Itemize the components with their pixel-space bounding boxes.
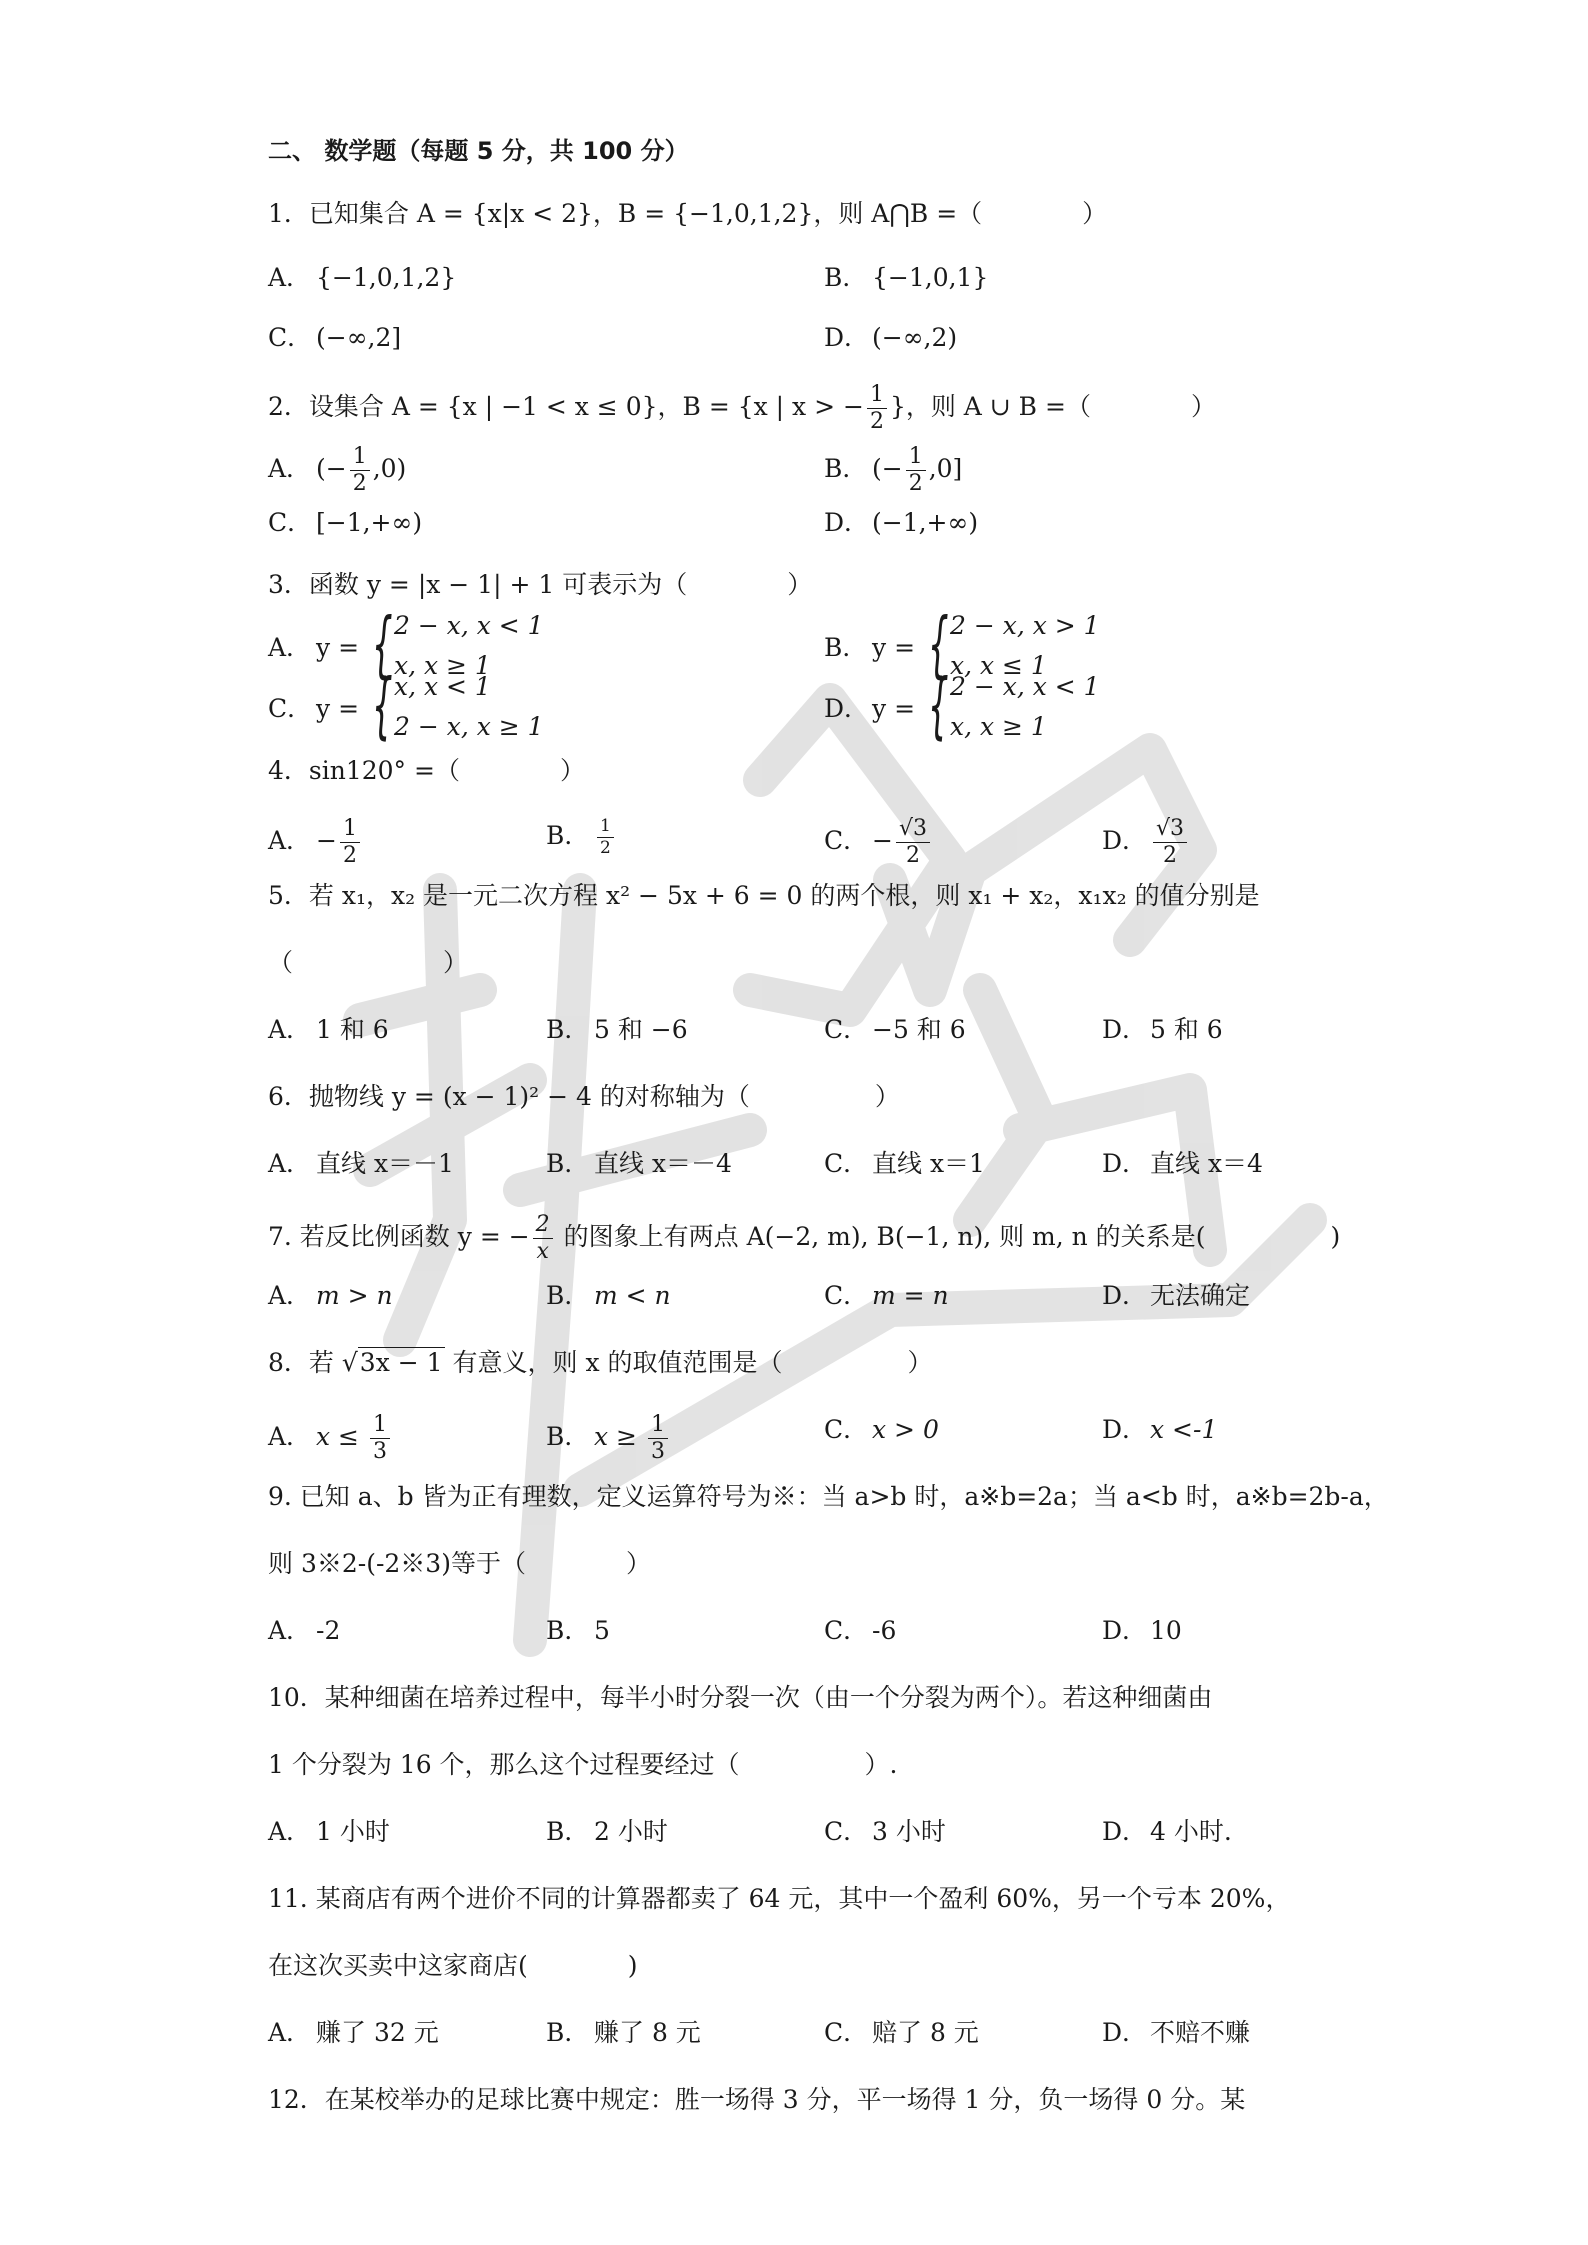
- question-10-option-c: [824, 1816, 946, 1848]
- option-label: B．: [546, 821, 590, 850]
- question-2-stem: [268, 384, 1216, 433]
- option-label: C．: [268, 694, 313, 723]
- option-text: 直线 x＝－4: [594, 1149, 732, 1178]
- option-text: 1 和 6: [316, 1015, 389, 1044]
- denominator: x: [536, 1239, 549, 1264]
- piecewise-row: 2 − x, x < 1: [950, 672, 1100, 701]
- question-3-option-a: [268, 632, 359, 664]
- question-7-option-b: [546, 1280, 671, 1312]
- denominator: 2: [600, 838, 611, 858]
- piecewise-c: [372, 663, 544, 747]
- option-pre: (−: [872, 454, 903, 483]
- option-text: −5 和 6: [872, 1015, 966, 1044]
- numerator: 1: [648, 1414, 668, 1439]
- question-11-option-d: [1102, 2017, 1250, 2049]
- numerator: 1: [340, 818, 360, 843]
- option-text: 赚了 32 元: [316, 2018, 439, 2047]
- question-8-stem: [268, 1347, 933, 1379]
- option-label: B．: [546, 1422, 590, 1451]
- fraction: [896, 818, 930, 867]
- fraction: [370, 1414, 390, 1463]
- question-2-option-b: [824, 446, 962, 495]
- option-label: B．: [824, 454, 868, 483]
- question-9-option-a: [268, 1615, 340, 1647]
- question-6-stem: 6．抛物线 y = (x − 1)² − 4 的对称轴为（ ）: [268, 1082, 900, 1111]
- option-text: 5: [594, 1616, 610, 1645]
- option-text: 赔了 8 元: [872, 2018, 979, 2047]
- option-pre: −: [316, 826, 337, 855]
- option-text: 4 小时.: [1150, 1817, 1232, 1846]
- denominator: 2: [352, 471, 367, 496]
- question-4-option-b: [546, 818, 617, 857]
- option-label: C．: [268, 508, 313, 537]
- option-label: C．: [824, 1281, 869, 1310]
- question-5-option-c: [824, 1014, 966, 1046]
- numerator: 2: [533, 1214, 553, 1239]
- option-label: D．: [1102, 2018, 1148, 2047]
- question-10-option-d: [1102, 1816, 1232, 1848]
- question-7-option-a: [268, 1280, 393, 1312]
- option-label: A．: [268, 826, 312, 855]
- option-label: D．: [1102, 1817, 1148, 1846]
- option-label: C．: [824, 1415, 869, 1444]
- denominator: 2: [342, 843, 357, 868]
- option-text: (−1,+∞): [872, 508, 979, 537]
- option-text: 直线 x＝4: [1150, 1149, 1263, 1178]
- question-4-option-c: [824, 818, 933, 867]
- piecewise-row: x, x ≤ 1: [950, 651, 1047, 680]
- fraction: [1153, 818, 1187, 867]
- question-10-stem: 10．某种细菌在培养过程中，每半小时分裂一次（由一个分裂为两个）。若这种细菌由: [268, 1683, 1213, 1712]
- option-label: A．: [268, 1616, 312, 1645]
- question-4-option-a: [268, 818, 363, 867]
- option-label: B．: [546, 1817, 590, 1846]
- fraction: [533, 1214, 553, 1263]
- question-9-stem: 9. 已知 a、b 皆为正有理数，定义运算符号为※：当 a>b 时，a※b=2a；当 a<b 时，a※b=2b-a，: [268, 1482, 1389, 1511]
- question-3-option-c: [268, 693, 359, 725]
- option-label: B．: [546, 1149, 590, 1178]
- numerator: 1: [370, 1414, 390, 1439]
- option-pre: x ≤: [316, 1422, 367, 1451]
- option-label: C．: [824, 1616, 869, 1645]
- question-6-option-b: [546, 1148, 732, 1180]
- question-7-stem: [268, 1214, 1340, 1263]
- question-7-option-c: [824, 1280, 949, 1312]
- question-10-option-a: [268, 1816, 390, 1848]
- fraction: [597, 818, 614, 857]
- option-text: x > 0: [872, 1415, 939, 1444]
- option-label: A．: [268, 633, 312, 662]
- piecewise-row: x, x ≥ 1: [950, 712, 1047, 741]
- piecewise-row: 2 − x, x < 1: [394, 611, 544, 640]
- piecewise-lhs: y =: [316, 633, 360, 662]
- question-12-stem: 12．在某校举办的足球比赛中规定：胜一场得 3 分，平一场得 1 分，负一场得 0 分。某: [268, 2085, 1246, 2114]
- option-post: ,0]: [928, 454, 963, 483]
- option-label: C．: [268, 323, 313, 352]
- fraction: [867, 384, 887, 433]
- question-9-option-b: [546, 1615, 610, 1647]
- option-label: A．: [268, 1015, 312, 1044]
- fraction: [350, 446, 370, 495]
- option-label: D．: [1102, 1415, 1148, 1444]
- question-5-option-d: [1102, 1014, 1223, 1046]
- option-label: B．: [824, 633, 868, 662]
- option-text: [−1,+∞): [316, 508, 423, 537]
- option-text: -2: [316, 1616, 341, 1645]
- option-label: C．: [824, 826, 869, 855]
- numerator: √3: [1153, 818, 1187, 843]
- piecewise-row: x, x < 1: [394, 672, 491, 701]
- option-label: C．: [824, 2018, 869, 2047]
- option-text: (−∞,2]: [316, 323, 402, 352]
- option-text: 5 和 −6: [594, 1015, 688, 1044]
- question-6-option-d: [1102, 1148, 1263, 1180]
- question-8-option-c: [824, 1414, 939, 1446]
- brace: {: [372, 663, 393, 747]
- option-text: 不赔不赚: [1150, 2018, 1251, 2047]
- option-label: D．: [824, 323, 870, 352]
- question-2-option-a: [268, 446, 406, 495]
- option-label: A．: [268, 1422, 312, 1451]
- numerator: 1: [867, 384, 887, 409]
- question-6-option-c: [824, 1148, 985, 1180]
- numerator: 1: [906, 446, 926, 471]
- option-label: D．: [1102, 1015, 1148, 1044]
- option-text: 直线 x＝－1: [316, 1149, 454, 1178]
- question-2-option-d: [824, 507, 978, 539]
- question-10-option-b: [546, 1816, 668, 1848]
- brace: {: [928, 663, 949, 747]
- option-label: D．: [824, 508, 870, 537]
- question-5-option-b: [546, 1014, 688, 1046]
- option-label: A．: [268, 1149, 312, 1178]
- option-text: 赚了 8 元: [594, 2018, 701, 2047]
- fraction: [906, 446, 926, 495]
- option-text: 3 小时: [872, 1817, 946, 1846]
- option-label: B．: [546, 2018, 590, 2047]
- option-text: 1 小时: [316, 1817, 390, 1846]
- option-label: C．: [824, 1817, 869, 1846]
- piecewise-row: 2 − x, x > 1: [950, 611, 1100, 640]
- denominator: 3: [372, 1439, 387, 1464]
- piecewise-d: [928, 663, 1100, 747]
- denominator: 2: [908, 471, 923, 496]
- option-text: 无法确定: [1150, 1281, 1251, 1310]
- option-label: C．: [824, 1149, 869, 1178]
- option-text: m > n: [316, 1281, 393, 1310]
- question-9-stem-line2: 则 3※2-(-2※3)等于（ ）: [268, 1549, 651, 1578]
- option-text: -6: [872, 1616, 897, 1645]
- option-label: D．: [1102, 826, 1148, 855]
- question-9-option-d: [1102, 1615, 1182, 1647]
- question-1-option-a: [268, 262, 456, 294]
- question-8-option-a: [268, 1414, 393, 1463]
- question-6-option-a: [268, 1148, 454, 1180]
- option-label: A．: [268, 263, 312, 292]
- question-5-stem-line2: （ ）: [268, 948, 469, 977]
- option-label: D．: [1102, 1616, 1148, 1645]
- question-1-option-b: [824, 262, 988, 294]
- option-text: 2 小时: [594, 1817, 668, 1846]
- question-7-option-d: [1102, 1280, 1250, 1312]
- option-text: {−1,0,1,2}: [316, 263, 457, 292]
- question-1-option-c: [268, 322, 401, 354]
- piecewise-lhs: y =: [316, 694, 360, 723]
- stem-text: 7. 若反比例函数 y = −: [268, 1222, 530, 1251]
- question-11-stem: 11. 某商店有两个进价不同的计算器都卖了 64 元，其中一个盈利 60%，另一个亏本 20%，: [268, 1884, 1291, 1913]
- option-label: D．: [1102, 1281, 1148, 1310]
- option-text: 5 和 6: [1150, 1015, 1223, 1044]
- option-label: D．: [1102, 1149, 1148, 1178]
- option-pre: x ≥: [594, 1422, 645, 1451]
- option-label: B．: [546, 1616, 590, 1645]
- brace: {: [372, 602, 393, 686]
- option-text: x <-1: [1150, 1415, 1218, 1444]
- brace: {: [928, 602, 949, 686]
- stem-text: 8．若 √: [268, 1348, 358, 1377]
- fraction: [648, 1414, 668, 1463]
- question-11-option-a: [268, 2017, 439, 2049]
- question-3-stem: 3．函数 y = |x − 1| + 1 可表示为（ ）: [268, 570, 813, 599]
- piecewise-lhs: y =: [872, 633, 916, 662]
- question-2-option-c: [268, 507, 422, 539]
- option-text: {−1,0,1}: [872, 263, 989, 292]
- question-10-stem-line2: 1 个分裂为 16 个，那么这个过程要经过（ ）.: [268, 1750, 898, 1779]
- option-text: m = n: [872, 1281, 949, 1310]
- denominator: 3: [650, 1439, 665, 1464]
- section-heading: 二、 数学题（每题 5 分，共 100 分）: [268, 137, 689, 165]
- option-text: m < n: [594, 1281, 671, 1310]
- question-9-option-c: [824, 1615, 896, 1647]
- question-8-option-b: [546, 1414, 671, 1463]
- option-text: 直线 x＝1: [872, 1149, 985, 1178]
- stem-text: 2．设集合 A = {x | −1 < x ≤ 0}，B = {x | x > −: [268, 392, 864, 421]
- option-label: A．: [268, 454, 312, 483]
- option-label: A．: [268, 1817, 312, 1846]
- question-3-option-d: [824, 693, 915, 725]
- option-label: C．: [824, 1015, 869, 1044]
- option-text: 10: [1150, 1616, 1182, 1645]
- stem-text: 的图象上有两点 A(−2, m), B(−1, n), 则 m, n 的关系是( ): [555, 1222, 1341, 1251]
- option-pre: (−: [316, 454, 347, 483]
- denominator: 2: [869, 409, 884, 434]
- option-post: ,0): [372, 454, 407, 483]
- option-label: B．: [546, 1281, 590, 1310]
- stem-text: 有意义，则 x 的取值范围是（ ）: [444, 1348, 933, 1377]
- question-11-stem-line2: 在这次买卖中这家商店( ): [268, 1951, 638, 1980]
- question-5-option-a: [268, 1014, 389, 1046]
- question-4-option-d: [1102, 818, 1190, 867]
- question-11-option-c: [824, 2017, 979, 2049]
- option-label: A．: [268, 1281, 312, 1310]
- piecewise-row: x, x ≥ 1: [394, 651, 491, 680]
- option-text: (−∞,2): [872, 323, 958, 352]
- question-8-option-d: [1102, 1414, 1217, 1446]
- option-label: B．: [824, 263, 868, 292]
- numerator: 1: [597, 818, 614, 838]
- question-4-stem: 4．sin120° =（ ）: [268, 756, 585, 785]
- numerator: √3: [896, 818, 930, 843]
- option-label: D．: [824, 694, 870, 723]
- piecewise-lhs: y =: [872, 694, 916, 723]
- fraction: [340, 818, 360, 867]
- question-11-option-b: [546, 2017, 701, 2049]
- question-1-stem: 1．已知集合 A = {x|x < 2}，B = {−1,0,1,2}，则 A⋂B =（ ）: [268, 199, 1108, 228]
- denominator: 2: [1163, 843, 1177, 868]
- option-label: A．: [268, 2018, 312, 2047]
- denominator: 2: [905, 843, 920, 868]
- stem-text: }，则 A ∪ B =（ ）: [889, 392, 1216, 421]
- numerator: 1: [350, 446, 370, 471]
- question-5-stem: 5．若 x₁，x₂ 是一元二次方程 x² − 5x + 6 = 0 的两个根，则 x₁ + x₂，x₁x₂ 的值分别是: [268, 881, 1260, 910]
- option-pre: −: [872, 826, 893, 855]
- question-1-option-d: [824, 322, 957, 354]
- radicand: 3x − 1: [359, 1348, 443, 1377]
- option-label: B．: [546, 1015, 590, 1044]
- question-3-option-b: [824, 632, 915, 664]
- piecewise-row: 2 − x, x ≥ 1: [394, 712, 544, 741]
